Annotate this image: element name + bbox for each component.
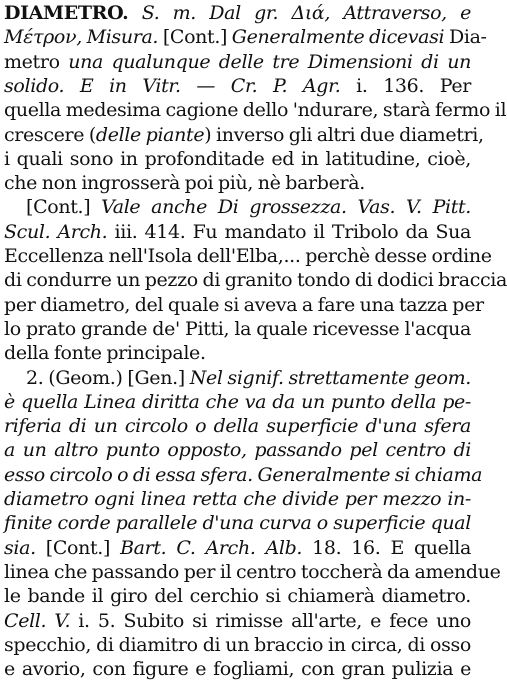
italic-text: è quella Linea diritta che va da un punto della pe- — [4, 390, 471, 413]
text-run: crescere ( — [4, 123, 96, 146]
text-line — [4, 536, 471, 561]
text-line — [4, 390, 471, 415]
headword: DIAMETRO. — [4, 2, 129, 24]
text-run: i. 136. Per — [340, 74, 471, 97]
text-line — [4, 414, 471, 439]
text-run: ) inverso gli altri due diametri, — [204, 123, 484, 146]
text-line — [4, 74, 471, 99]
text-line — [4, 609, 471, 634]
text-run: Dia- — [444, 26, 487, 49]
text-line — [4, 317, 471, 342]
italic-text: Μέτρον, Misura. — [4, 26, 159, 49]
text-line — [4, 268, 507, 293]
text-line — [4, 1, 471, 26]
italic-text: sia. — [4, 536, 36, 559]
text-run: quella medesima cagione dello 'ndurare, starà fermo il — [4, 99, 507, 122]
italic-text: Vale anche Di grossezza. Vas. V. Pitt. — [101, 196, 471, 219]
text-line — [4, 25, 487, 50]
italic-text: Nel signif. strettamente geom. — [189, 366, 472, 389]
text-line — [4, 98, 507, 123]
text-line — [4, 584, 471, 609]
italic-text: solido. E in Vitr. — Cr. P. Agr. — [4, 74, 341, 97]
text-line — [4, 147, 471, 172]
italic-text: esso circolo o di essa sfera. Generalmente si chiama — [4, 463, 483, 486]
italic-text: Scul. Arch. — [4, 220, 108, 243]
italic-text: Cell. V. — [4, 609, 71, 632]
italic-text: delle piante — [95, 123, 205, 146]
text-line — [4, 511, 471, 536]
italic-text: Generalmente dicevasi — [231, 26, 445, 49]
text-line — [26, 195, 471, 220]
text-run: Eccellenza nell'Isola dell'Elba,... perchè desse ordine — [4, 245, 492, 267]
text-line — [4, 244, 492, 269]
text-line — [4, 341, 471, 366]
italic-text: una qualunque delle tre Dimensioni di un — [68, 50, 471, 73]
italic-text: S. m. Dal gr. Διά, Attraverso, e — [128, 2, 471, 24]
italic-text: riferia di un circolo o della superficie d'una sfera — [4, 415, 471, 438]
text-run: [Cont.] — [158, 26, 232, 49]
text-line — [4, 633, 471, 658]
text-run: di condurre un pezzo di granito tondo di dodici braccia — [4, 269, 507, 292]
italic-text: diametro ogni linea retta che divide per mezzo in- — [4, 488, 471, 510]
text-line — [4, 463, 483, 488]
text-line — [26, 366, 471, 391]
text-run: le bande il giro del cerchio si chiamerà diametro. — [4, 585, 471, 608]
text-line — [4, 293, 484, 318]
text-line — [4, 560, 501, 585]
text-run: lo prato grande de' Pitti, la quale ricevesse l'acqua — [4, 317, 471, 340]
text-line — [4, 487, 471, 512]
text-run: [Cont.] — [26, 196, 102, 219]
text-line — [4, 657, 471, 682]
text-run: i quali sono in profonditade ed in latitudine, cioè, — [4, 147, 471, 170]
text-run: i. 5. Subito si rimisse all'arte, e fece uno — [70, 609, 472, 632]
text-line — [4, 171, 471, 196]
text-line — [4, 50, 471, 75]
text-run: [Cont.] — [35, 536, 121, 559]
text-run: specchio, di diamitro di un braccio in circa, di osso — [4, 633, 471, 656]
text-run: 2. (Geom.) [Gen.] — [26, 366, 190, 389]
italic-text: Bart. C. Arch. Alb. — [120, 536, 303, 559]
italic-text: finite corde parallele d'una curva o superficie qual — [4, 512, 471, 535]
text-run: e avorio, con figure e fogliami, con gran pulizia e — [4, 658, 471, 681]
text-run: per diametro, del quale si aveva a fare una tazza per — [4, 293, 484, 316]
text-run: linea che passando per il centro toccherà da amendue — [4, 560, 501, 583]
text-line — [4, 438, 471, 463]
text-line — [4, 123, 484, 148]
text-run: della fonte principale. — [4, 342, 206, 365]
text-run: iii. 414. Fu mandato il Tribolo da Sua — [107, 220, 472, 243]
text-run: metro — [4, 50, 69, 73]
text-run: 18. 16. E quella — [302, 536, 471, 559]
italic-text: a un altro punto opposto, passando pel centro di — [4, 439, 471, 462]
text-run: che non ingrosserà poi più, nè barberà. — [4, 172, 365, 195]
text-line — [4, 220, 471, 245]
